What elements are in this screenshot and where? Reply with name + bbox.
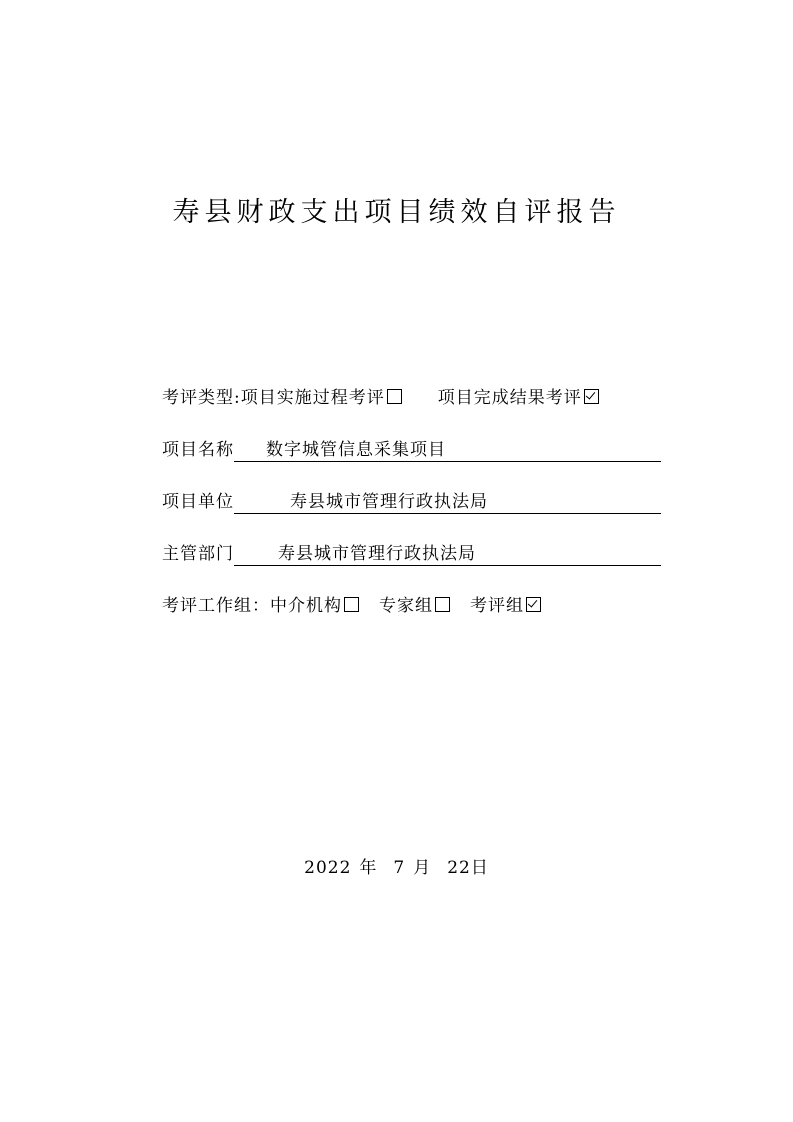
project-unit-row — [162, 490, 661, 514]
date-year-unit: 年 — [359, 858, 378, 878]
eval-type-option-result: 项目完成结果考评 — [437, 388, 582, 408]
checkbox-process-eval[interactable] — [387, 389, 402, 404]
work-group-label: 考评工作组： — [162, 596, 270, 616]
work-group-option-agency: 中介机构 — [270, 596, 342, 616]
work-group-row — [162, 594, 541, 618]
eval-type-label: 考评类型: — [162, 388, 241, 408]
supervisor-dept-field — [234, 543, 661, 566]
date-month: 7 — [393, 858, 406, 878]
eval-type-option-process: 项目实施过程考评 — [240, 388, 385, 408]
work-group-option-experts: 专家组 — [379, 596, 433, 616]
date-month-unit: 月 — [413, 858, 432, 878]
project-unit-value: 寿县城市管理行政执法局 — [290, 492, 488, 512]
date-year: 2022 — [304, 858, 352, 878]
supervisor-dept-row — [162, 542, 661, 566]
supervisor-dept-value: 寿县城市管理行政执法局 — [278, 544, 476, 564]
eval-type-row — [162, 386, 599, 410]
checkbox-result-eval[interactable] — [584, 389, 599, 404]
supervisor-dept-label: 主管部门 — [162, 544, 234, 564]
project-unit-field — [234, 491, 661, 514]
date-day: 22 — [447, 858, 471, 878]
work-group-option-eval-group: 考评组 — [470, 596, 524, 616]
project-name-value: 数字城管信息采集项目 — [266, 440, 446, 460]
checkbox-experts[interactable] — [435, 597, 450, 612]
report-date — [0, 853, 793, 878]
project-unit-label: 项目单位 — [162, 492, 234, 512]
project-name-label: 项目名称 — [162, 440, 234, 460]
checkbox-agency[interactable] — [344, 597, 359, 612]
date-day-unit: 日 — [470, 858, 489, 878]
checkbox-eval-group[interactable] — [526, 597, 541, 612]
project-name-row — [162, 438, 661, 462]
report-title: 寿县财政支出项目绩效自评报告 — [172, 197, 621, 228]
project-name-field — [234, 439, 661, 462]
